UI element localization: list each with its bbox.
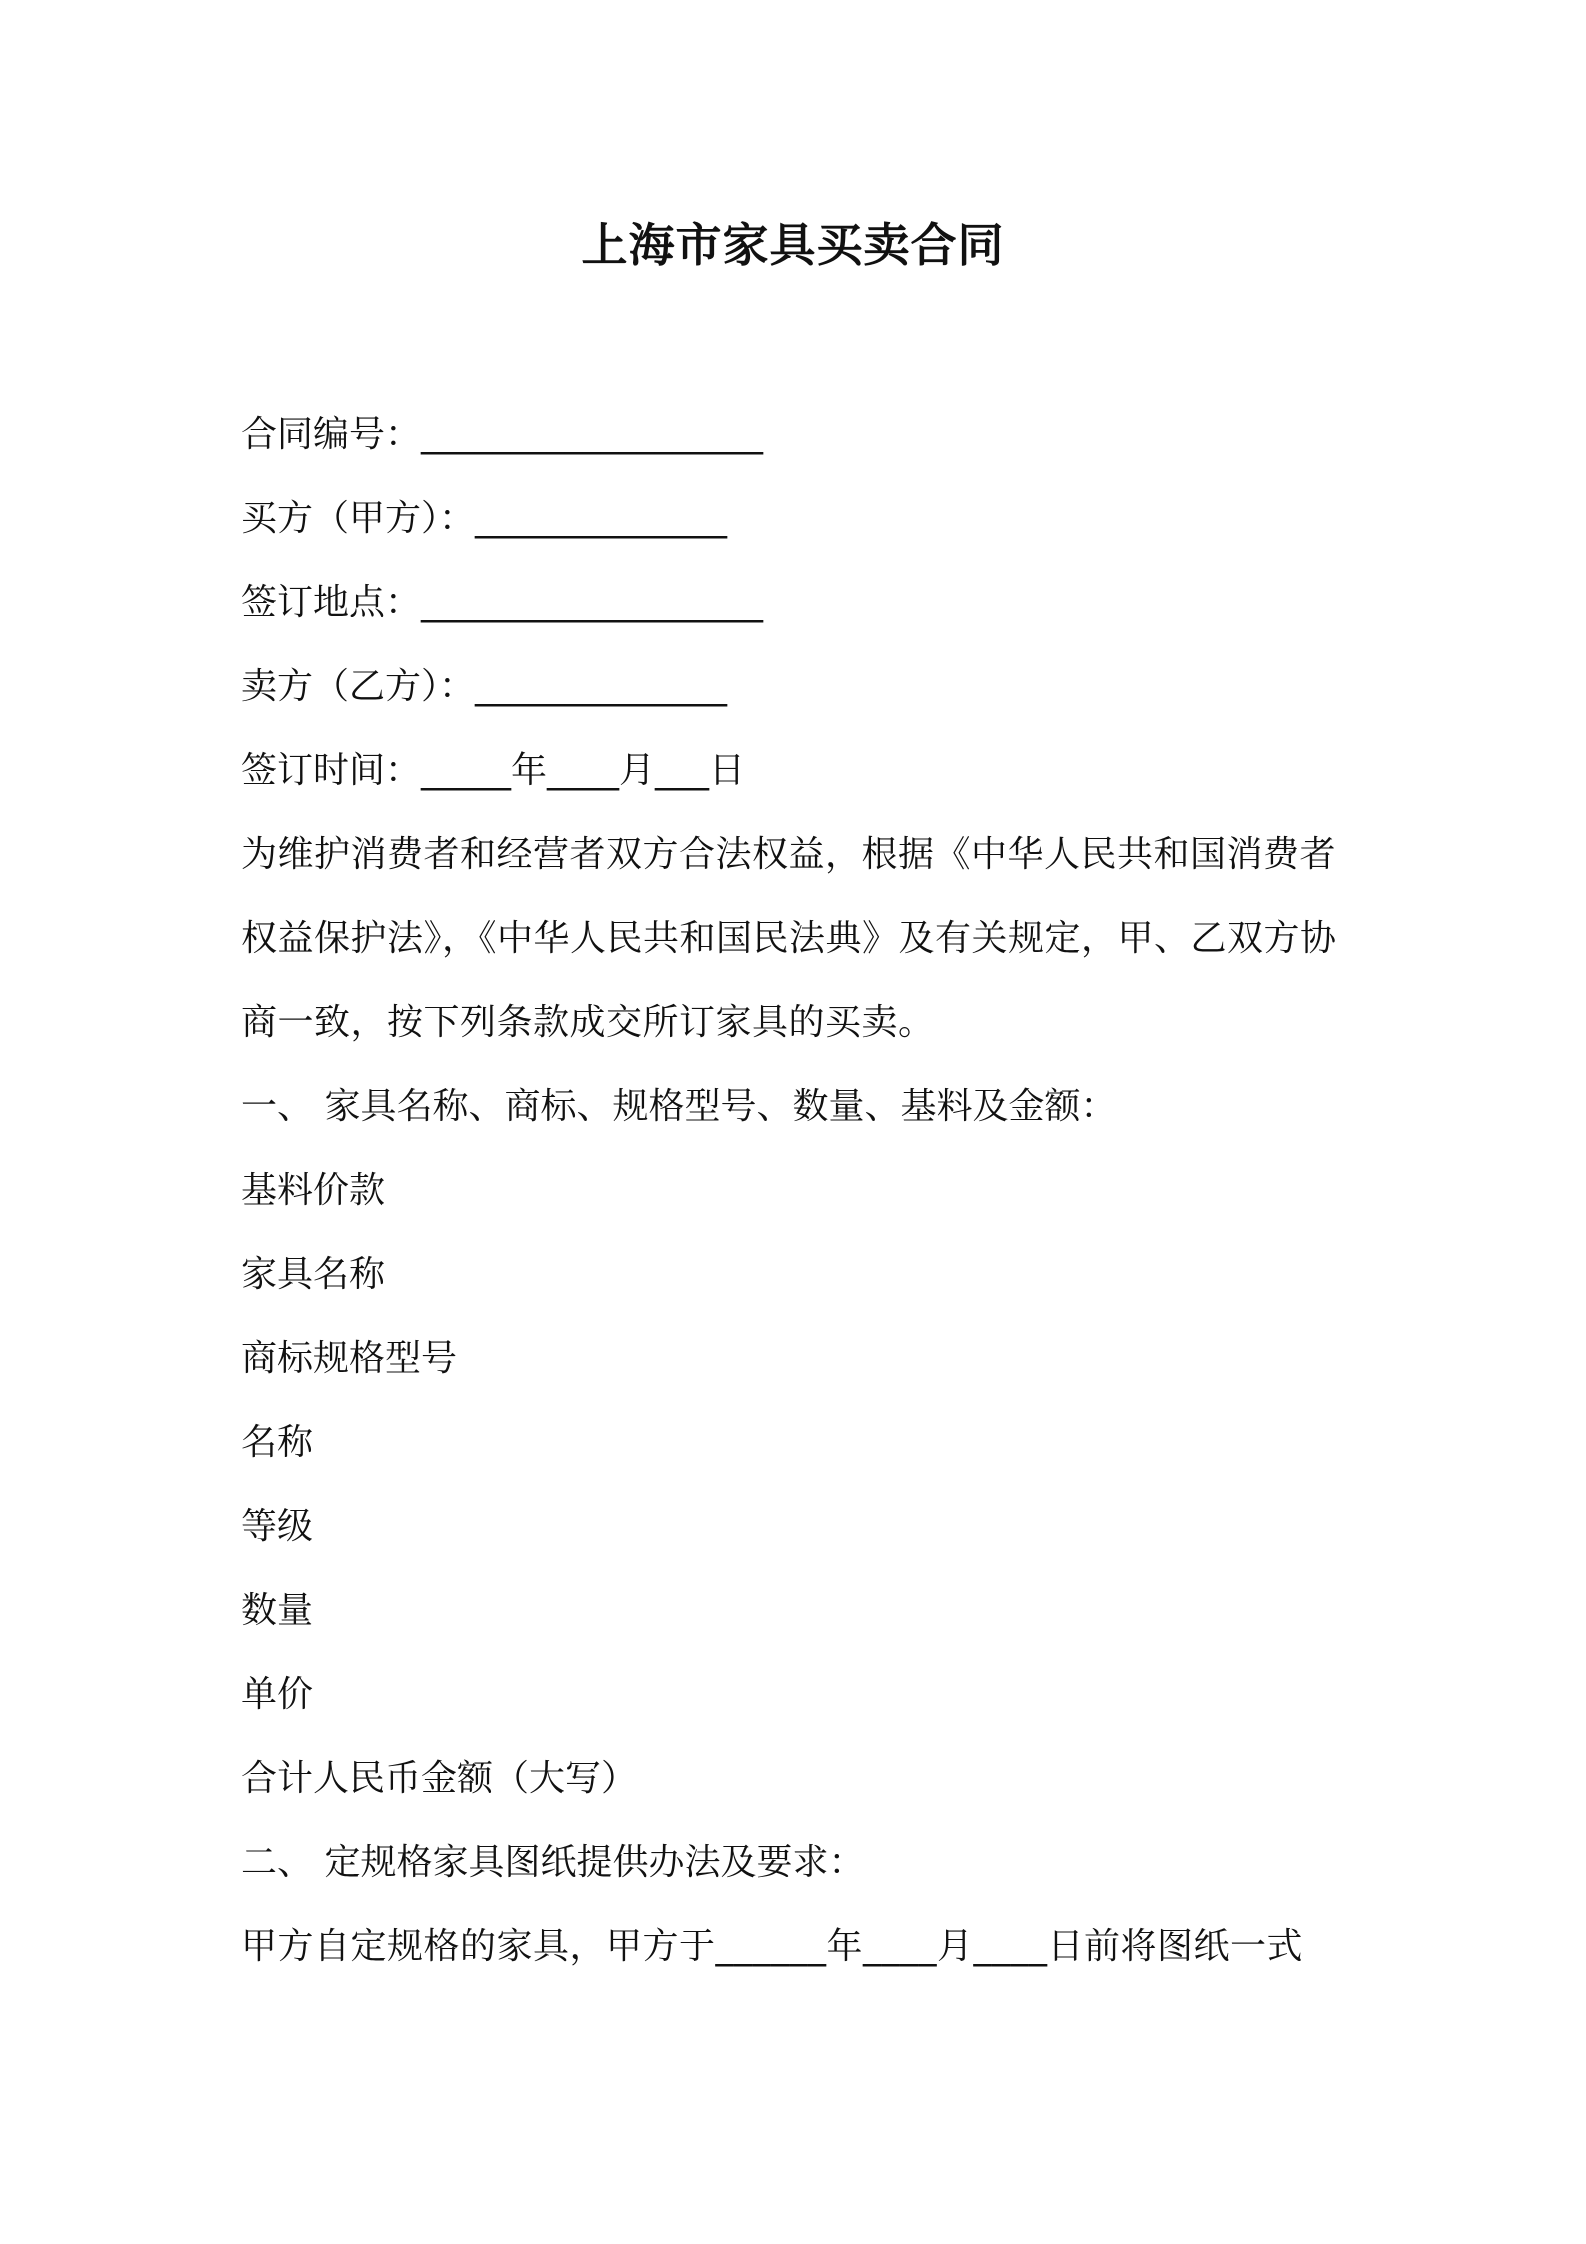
item-grade: 等级 <box>241 1506 314 1547</box>
contract-number-field: 合同编号：___________________ <box>241 414 764 455</box>
item-furniture-name: 家具名称 <box>241 1254 386 1295</box>
section-2-text-line-1: 甲方自定规格的家具，甲方于______年____月____日前将图纸一式 <box>241 1926 1304 1967</box>
buyer-field: 买方（甲方）：______________ <box>241 498 728 539</box>
section-2-heading: 二、 定规格家具图纸提供办法及要求： <box>241 1842 865 1883</box>
preamble-line-2: 权益保护法》，《中华人民共和国民法典》及有关规定，甲、乙双方协 <box>241 918 1337 959</box>
signing-date-field: 签订时间：_____年____月___日 <box>241 750 746 791</box>
item-brand-spec-model: 商标规格型号 <box>241 1338 458 1379</box>
signing-place-field: 签订地点：___________________ <box>241 582 764 623</box>
preamble-line-1: 为维护消费者和经营者双方合法权益，根据《中华人民共和国消费者 <box>241 834 1337 875</box>
preamble-line-3: 商一致，按下列条款成交所订家具的买卖。 <box>241 1002 935 1043</box>
seller-field: 卖方（乙方）：______________ <box>241 666 728 707</box>
item-unit-price: 单价 <box>241 1674 314 1715</box>
item-name: 名称 <box>241 1422 314 1463</box>
item-total-amount: 合计人民币金额（大写） <box>241 1758 638 1799</box>
section-1-heading: 一、 家具名称、商标、规格型号、数量、基料及金额： <box>241 1086 1117 1127</box>
item-quantity: 数量 <box>241 1590 314 1631</box>
document-title: 上海市家具买卖合同 <box>581 218 1005 272</box>
item-base-material-price: 基料价款 <box>241 1170 386 1211</box>
